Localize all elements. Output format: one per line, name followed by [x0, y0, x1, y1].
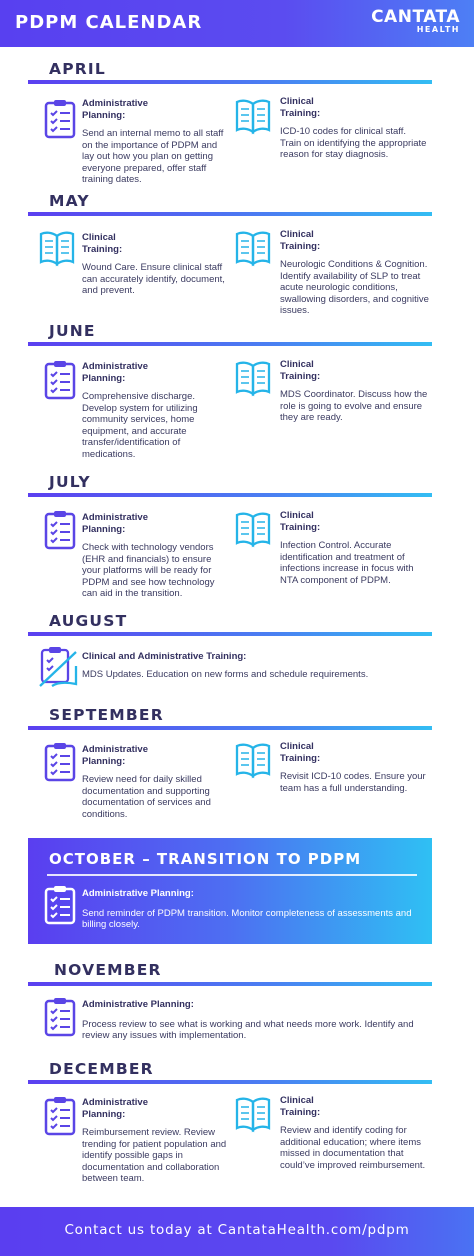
book-icon [234, 740, 272, 780]
may-clinical-block-1 [82, 232, 228, 297]
april-clinical-block [280, 96, 428, 161]
october-admin-block [82, 888, 412, 931]
item-text: Reimbursement review. Review trending for patient population and identify possible gaps in documentation and collaboration between team. [82, 1127, 227, 1184]
november-admin-block [82, 999, 417, 1042]
brand-name: CANTATA [371, 7, 460, 27]
page-title: PDPM CALENDAR [15, 12, 203, 33]
clipboard-icon [44, 510, 76, 550]
clipboard-icon [44, 742, 76, 782]
item-label: Administrative Planning: [82, 512, 148, 535]
item-label: Administrative Planning: [82, 888, 194, 899]
month-title-may: MAY [49, 192, 90, 210]
september-admin-block [82, 744, 230, 820]
item-label: Administrative Planning: [82, 999, 194, 1010]
item-label: Clinical Training: [280, 741, 321, 764]
item-text: Process review to see what is working and what needs more work. Identify and review any issues with implementation. [82, 1018, 414, 1041]
item-text: Comprehensive discharge. Develop system for utilizing community services, home equipment, and accurate transfer/identification of medications. [82, 391, 198, 460]
item-text: Infection Control. Accurate identification and treatment of infections increase in focus with NTA component of PDPM. [280, 540, 414, 586]
item-text: Send reminder of PDPM transition. Monitor completeness of assessments and billing closely. [82, 907, 412, 930]
july-admin-block [82, 512, 230, 600]
month-title-june: JUNE [49, 322, 96, 340]
month-divider [28, 982, 432, 986]
month-divider [28, 342, 432, 346]
item-text: MDS Updates. Education on new forms and schedule requirements. [82, 668, 369, 680]
month-title-november: NOVEMBER [54, 961, 162, 979]
clipboard-icon [44, 885, 76, 925]
item-text: ICD-10 codes for clinical staff. Train on identifying the appropriate reason for stay diagnosis. [280, 126, 427, 160]
item-text: Wound Care. Ensure clinical staff can accurately identify, document, and prevent. [82, 262, 225, 296]
item-text: Check with technology vendors (EHR and financials) to ensure your platforms will be ready for PDPM and see how technology can aid in the transition. [82, 542, 215, 599]
december-admin-block [82, 1097, 230, 1185]
item-label: Clinical Training: [280, 359, 321, 382]
brand-sub: HEALTH [416, 25, 460, 34]
october-highlight-box [28, 838, 432, 944]
august-combined-block [82, 651, 422, 680]
item-text: Send an internal memo to all staff on the importance of PDPM and lay out how you plan on getting everyone prepared, offer staff training dates. [82, 128, 224, 185]
month-title-october: OCTOBER – TRANSITION TO PDPM [49, 850, 362, 868]
item-label: Clinical Training: [280, 229, 321, 252]
month-divider [28, 80, 432, 84]
header-banner [0, 0, 474, 47]
item-text: Revisit ICD-10 codes. Ensure your team has a full understanding. [280, 771, 426, 794]
book-icon [38, 228, 76, 268]
month-divider [28, 493, 432, 497]
month-divider [28, 726, 432, 730]
june-clinical-block [280, 359, 428, 424]
item-label: Administrative Planning: [82, 1097, 148, 1120]
contact-link[interactable]: Contact us today at CantataHealth.com/pdpm [64, 1222, 410, 1238]
clipboard-icon [44, 99, 76, 139]
month-title-august: AUGUST [49, 612, 128, 630]
item-label: Clinical Training: [82, 232, 123, 255]
month-divider [28, 212, 432, 216]
footer-banner [0, 1207, 474, 1256]
clipboard-icon [44, 1096, 76, 1136]
item-label: Administrative Planning: [82, 361, 148, 384]
april-admin-block [82, 98, 228, 186]
month-divider [47, 874, 417, 876]
item-text: Review need for daily skilled documentation and supporting documentation of services and conditions. [82, 774, 211, 820]
item-label: Clinical Training: [280, 510, 321, 533]
book-icon [234, 509, 272, 549]
month-title-december: DECEMBER [49, 1060, 154, 1078]
item-text: MDS Coordinator. Discuss how the role is going to evolve and ensure they are ready. [280, 389, 428, 423]
month-divider [28, 1080, 432, 1084]
july-clinical-block [280, 510, 430, 586]
month-title-july: JULY [49, 473, 91, 491]
clipboard-book-icon [38, 646, 78, 688]
book-icon [234, 96, 272, 136]
month-divider [28, 632, 432, 636]
book-icon [234, 358, 272, 398]
book-icon [234, 1094, 272, 1134]
item-label: Administrative Planning: [82, 744, 148, 767]
december-clinical-block [280, 1095, 432, 1171]
clipboard-icon [44, 997, 76, 1037]
brand-logo [371, 7, 460, 34]
month-title-april: APRIL [49, 60, 106, 78]
june-admin-block [82, 361, 228, 460]
item-label: Clinical Training: [280, 1095, 321, 1118]
item-label: Clinical and Administrative Training: [82, 651, 247, 662]
item-label: Clinical Training: [280, 96, 321, 119]
clipboard-icon [44, 360, 76, 400]
september-clinical-block [280, 741, 430, 794]
item-label: Administrative Planning: [82, 98, 148, 121]
item-text: Neurologic Conditions & Cognition. Identify availability of SLP to treat acute neurologic conditions, swallowing disorders, and cognitive issues. [280, 259, 429, 316]
may-clinical-block-2 [280, 229, 430, 317]
month-title-september: SEPTEMBER [49, 706, 164, 724]
book-icon [234, 228, 272, 268]
item-text: Review and identify coding for additional education; where items missed in documentation that could’ve improved reimbursement. [280, 1125, 426, 1171]
